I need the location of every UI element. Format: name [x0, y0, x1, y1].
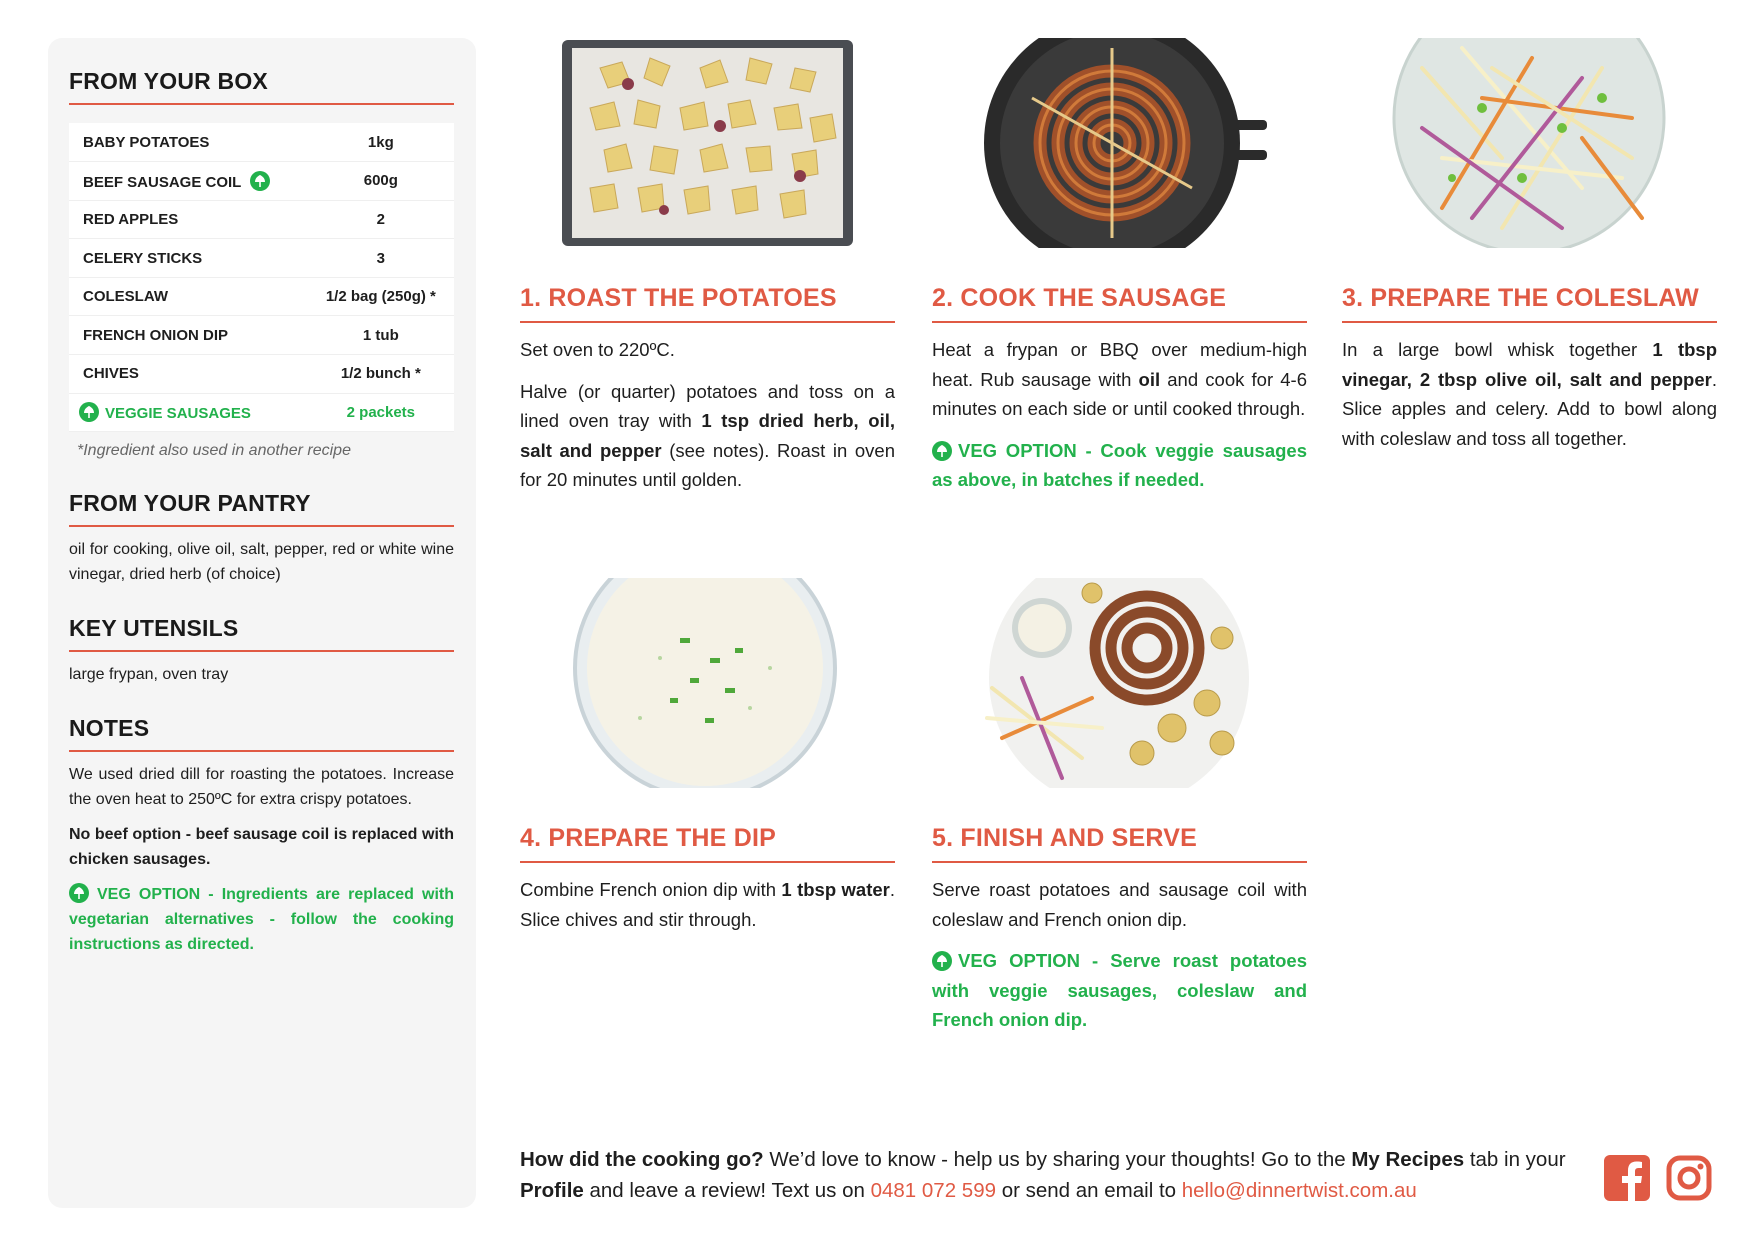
- table-row: [69, 123, 454, 162]
- step-1-text-oven: Set oven to 220ºC.: [520, 339, 675, 360]
- ingredient-qty: 600g: [308, 162, 454, 201]
- table-row: [69, 239, 454, 278]
- step-3-text: [1342, 335, 1717, 453]
- step-3-title: 3. PREPARE THE COLESLAW: [1342, 284, 1717, 323]
- ingredient-name: CHIVES: [69, 355, 308, 394]
- ingredient-name: VEGGIE SAUSAGES: [105, 405, 251, 423]
- footer-text-2: tab in your: [1464, 1148, 1566, 1171]
- table-row: [69, 200, 454, 239]
- coleslaw-photo: [1382, 38, 1677, 248]
- ingredient-qty: 2: [308, 200, 454, 239]
- step-2-veg-option: [932, 436, 1307, 495]
- footer-text-4: or send an email to: [996, 1179, 1182, 1202]
- ingredient-name: COLESLAW: [69, 277, 308, 316]
- step-4-text-bold: 1 tbsp water: [781, 879, 890, 900]
- step-3-text-a: In a large bowl whisk together: [1342, 339, 1653, 360]
- veg-leaf-icon: [932, 951, 952, 971]
- step-2-text-c: and cook for 4-6 minutes on each side or until cooked through.: [932, 368, 1307, 419]
- table-row: [69, 316, 454, 355]
- step-4-title: 4. PREPARE THE DIP: [520, 824, 895, 863]
- ingredients-table: [69, 123, 454, 432]
- table-row: [69, 162, 454, 201]
- step-1-text-c: (see notes). Roast in oven for 20 minutes until golden.: [520, 439, 895, 490]
- step-1-text-bold: 1 tsp dried herb, oil, salt and pepper: [520, 410, 895, 461]
- step-2-veg-text: VEG OPTION - Cook veggie sausages as above, in batches if needed.: [932, 439, 1307, 490]
- feedback-footer: [520, 1144, 1580, 1206]
- ingredient-qty: 1/2 bunch *: [308, 355, 454, 394]
- ingredient-name-cell: [69, 393, 308, 432]
- step-5-text: Serve roast potatoes and sausage coil with coleslaw and French onion dip.: [932, 879, 1307, 930]
- roast-potatoes-photo: [560, 38, 855, 248]
- veg-leaf-icon: [69, 883, 89, 903]
- email-link[interactable]: hello@dinnertwist.com.au: [1181, 1179, 1417, 1202]
- facebook-icon[interactable]: [1604, 1155, 1650, 1201]
- step-2-text: [932, 335, 1307, 424]
- veg-option-note: [69, 882, 454, 957]
- ingredient-name-cell: [69, 162, 308, 201]
- from-your-box-title: FROM YOUR BOX: [69, 68, 454, 105]
- table-row: [69, 277, 454, 316]
- ingredient-qty: 1/2 bag (250g) *: [308, 277, 454, 316]
- step-1-text-a: Halve (or quarter) potatoes and toss on a lined oven tray with: [520, 380, 895, 431]
- step-4-text: [520, 875, 895, 934]
- table-row: [69, 393, 454, 432]
- utensils-text: large frypan, oven tray: [69, 666, 229, 684]
- ingredient-qty: 1 tub: [308, 316, 454, 355]
- footer-text-1: We’d love to know - help us by sharing your thoughts! Go to the: [763, 1148, 1352, 1171]
- ingredient-name: BABY POTATOES: [69, 123, 308, 162]
- from-your-pantry-title: FROM YOUR PANTRY: [69, 490, 454, 527]
- ingredient-name: FRENCH ONION DIP: [69, 316, 308, 355]
- step-4-text-a: Combine French onion dip with: [520, 879, 782, 900]
- ingredient-qty: 2 packets: [308, 393, 454, 432]
- step-3-text-c: . Slice apples and celery. Add to bowl along with coleslaw and toss all together.: [1342, 368, 1717, 449]
- footer-text-3: and leave a review! Text us on: [583, 1179, 871, 1202]
- step-4-text-c: . Slice chives and stir through.: [520, 879, 895, 930]
- ingredient-qty: 1kg: [308, 123, 454, 162]
- veg-swap-icon: [250, 171, 270, 191]
- step-2-text-a: Heat a frypan or BBQ over medium-high heat. Rub sausage with: [932, 339, 1307, 390]
- table-row: [69, 355, 454, 394]
- profile-link[interactable]: Profile: [520, 1179, 584, 1202]
- phone-link[interactable]: 0481 072 599: [870, 1179, 996, 1202]
- step-5: [932, 578, 1307, 1035]
- ingredient-name: CELERY STICKS: [69, 239, 308, 278]
- step-1-title: 1. ROAST THE POTATOES: [520, 284, 895, 323]
- step-4: [520, 578, 895, 934]
- footer-question: How did the cooking go?: [520, 1148, 764, 1171]
- step-3-text-bold: 1 tbsp vinegar, 2 tbsp olive oil, salt and pepper: [1342, 339, 1717, 390]
- step-2-title: 2. COOK THE SAUSAGE: [932, 284, 1307, 323]
- ingredients-sidebar: [48, 38, 476, 1208]
- finish-and-serve-photo: [972, 578, 1267, 788]
- veg-option-text: VEG OPTION - Ingredients are replaced with vegetarian alternatives - follow the cooking instructions as directed.: [69, 886, 454, 954]
- step-5-veg-option: [932, 946, 1307, 1035]
- pantry-text: oil for cooking, olive oil, salt, pepper, red or white wine vinegar, dried herb (of choice): [69, 541, 454, 584]
- step-2: [932, 38, 1307, 495]
- step-1-text: [520, 377, 895, 495]
- no-beef-note: No beef option - beef sausage coil is replaced with chicken sausages.: [69, 826, 454, 869]
- instagram-icon[interactable]: [1666, 1155, 1712, 1201]
- cook-sausage-photo: [972, 38, 1267, 248]
- step-2-text-bold: oil: [1138, 368, 1161, 390]
- veg-leaf-icon: [932, 441, 952, 461]
- french-onion-dip-photo: [560, 578, 855, 788]
- notes-text: We used dried dill for roasting the potatoes. Increase the oven heat to 250ºC for extra crispy potatoes.: [69, 766, 454, 809]
- step-1: [520, 38, 895, 495]
- veg-leaf-icon: [79, 402, 99, 422]
- ingredient-footnote: *Ingredient also used in another recipe: [77, 442, 351, 460]
- notes-title: NOTES: [69, 715, 454, 752]
- key-utensils-title: KEY UTENSILS: [69, 615, 454, 652]
- step-5-title: 5. FINISH AND SERVE: [932, 824, 1307, 863]
- my-recipes-link[interactable]: My Recipes: [1351, 1148, 1465, 1171]
- step-3: [1342, 38, 1717, 453]
- ingredient-name: BEEF SAUSAGE COIL: [83, 173, 242, 191]
- ingredient-qty: 3: [308, 239, 454, 278]
- ingredient-name: RED APPLES: [69, 200, 308, 239]
- step-5-veg-text: VEG OPTION - Serve roast potatoes with veggie sausages, coleslaw and French onion dip.: [932, 950, 1307, 1030]
